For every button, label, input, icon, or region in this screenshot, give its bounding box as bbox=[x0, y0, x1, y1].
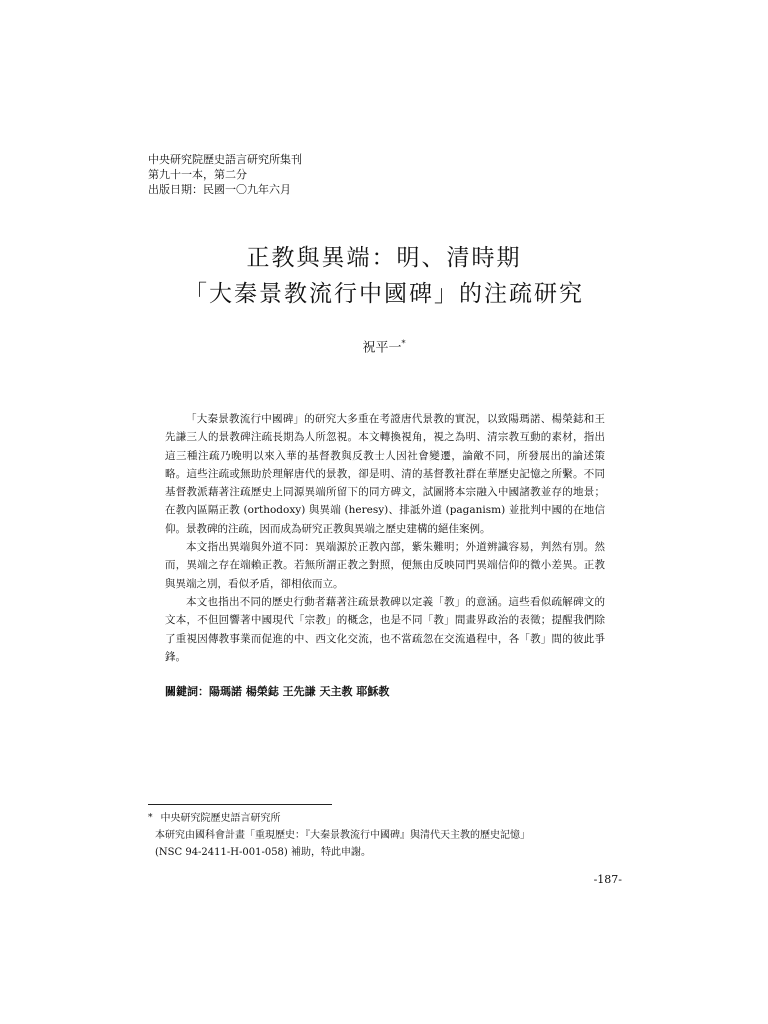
keywords: 關鍵詞：陽瑪諾 楊榮鋕 王先謙 天主教 耶穌教 bbox=[165, 685, 390, 698]
footnote-marker: * bbox=[148, 813, 153, 823]
abstract-paragraph-2: 本文指出異端與外道不同：異端源於正教內部，紫朱難明；外道辨識容易，判然有別。然而，異端之存在端賴正教。若無所謂正教之對照，便無由反映同門異端信仰的微小差異。正教與異端之別，看似矛盾，卻相依而立。 bbox=[165, 541, 605, 590]
journal-header bbox=[148, 152, 302, 197]
abstract-paragraph-3: 本文也指出不同的歷史行動者藉著注疏景教碑以定義「教」的意涵。這些看似疏解碑文的文本，不但回響著中國現代「宗教」的概念，也是不同「教」間畫界政治的表徵；提醒我們除了重視因傳教事業而促進的中、西文化交流，也不當疏忽在交流過程中，各「教」間的彼此爭鋒。 bbox=[165, 595, 605, 663]
footnote bbox=[148, 810, 628, 861]
article-title bbox=[0, 240, 768, 312]
publication-date: 出版日期：民國一〇九年六月 bbox=[148, 183, 291, 196]
footnote-funding-line-2: (NSC 94-2411-H-001-058) 補助，特此申謝。 bbox=[155, 847, 371, 858]
journal-volume: 第九十一本，第二分 bbox=[148, 168, 247, 181]
author-name: 祝平一 bbox=[362, 340, 402, 356]
footnote-affiliation: 中央研究院歷史語言研究所 bbox=[160, 813, 281, 824]
footnote-first-line bbox=[148, 810, 628, 827]
title-line-2: 「大秦景教流行中國碑」的注疏研究 bbox=[184, 281, 584, 307]
author-footnote-marker: * bbox=[401, 339, 406, 348]
footnote-divider bbox=[148, 804, 332, 805]
abstract bbox=[165, 410, 605, 666]
page-number: -187- bbox=[593, 873, 622, 886]
abstract-paragraph-1: 「大秦景教流行中國碑」的研究大多重在考證唐代景教的實況，以致陽瑪諾、楊榮鋕和王先謙三人的景教碑注疏長期為人所忽視。本文轉換視角，視之為明、清宗教互動的素材，指出這三種注疏乃晚明以來入華的基督教與反教士人因社會變遷，論敵不同，所發展出的論述策略。這些注疏或無助於理解唐代的景教，卻是明、清的基督教社群在華歷史記憶之所繫。不同基督教派藉著注疏歷史上同源異端所留下的同方碑文，試圖將本宗融入中國諸教並存的地景；在教內區隔正教 (orthodoxy) 與異端 (heresy)、排詆外道 (paganism) 並批判中國的在地信仰。景教碑的注疏，因而成為研究正教與異端之歷史建構的絕佳案例。 bbox=[165, 413, 605, 535]
author-line bbox=[0, 335, 768, 357]
footnote-funding-line-1: 本研究由國科會計畫「重現歷史：『大秦景教流行中國碑』與清代天主教的歷史記憶」 bbox=[155, 830, 530, 841]
journal-name: 中央研究院歷史語言研究所集刊 bbox=[148, 153, 302, 166]
title-line-1: 正教與異端：明、清時期 bbox=[246, 245, 522, 271]
